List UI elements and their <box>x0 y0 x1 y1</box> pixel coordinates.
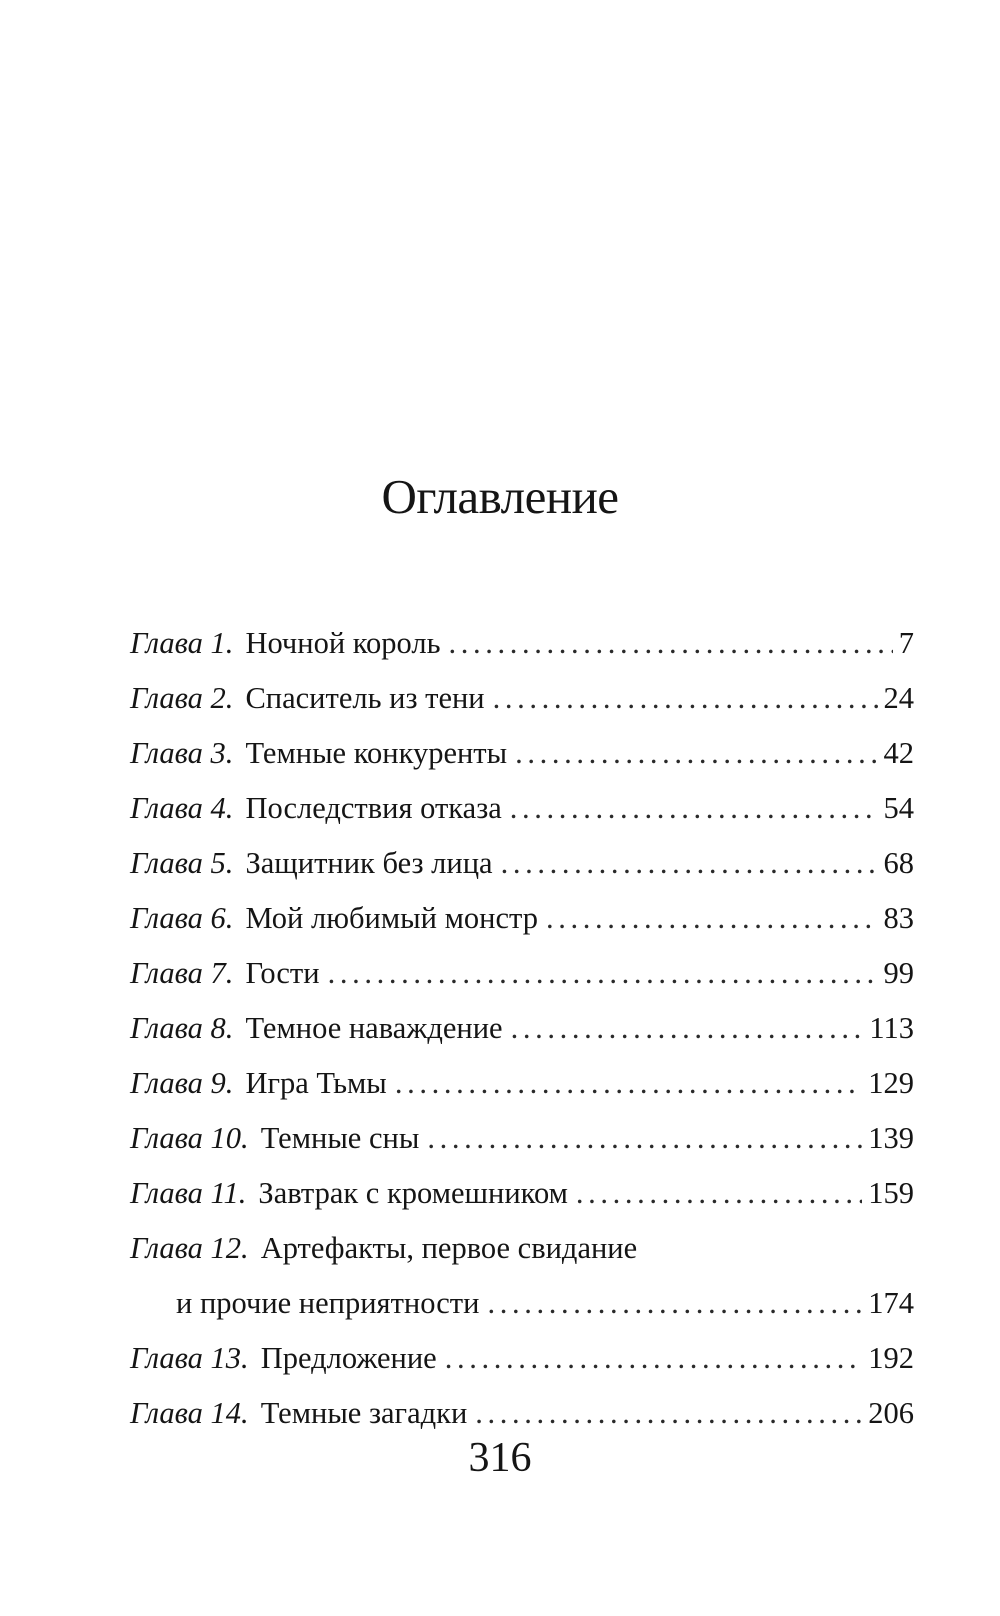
chapter-label: Глава 5. <box>130 846 234 880</box>
dot-leader <box>395 1056 862 1111</box>
chapter-title: Предложение <box>260 1341 437 1375</box>
chapter-page-number: 113 <box>869 1011 914 1045</box>
chapter-page-number: 42 <box>883 736 914 770</box>
chapter-label: Глава 2. <box>130 681 234 715</box>
chapter-label: Глава 3. <box>130 736 234 770</box>
dot-leader <box>445 1331 863 1386</box>
dot-leader <box>576 1166 862 1221</box>
chapter-page-number: 83 <box>883 901 914 935</box>
chapter-title: Артефакты, первое свидание <box>260 1231 638 1265</box>
dot-leader <box>511 1001 864 1056</box>
chapter-page-number: 192 <box>868 1341 914 1375</box>
toc-entry-10[interactable] <box>130 1111 914 1166</box>
dot-leader <box>493 671 878 726</box>
chapter-page-number: 129 <box>868 1066 914 1100</box>
chapter-title: Темные конкуренты <box>245 736 508 770</box>
chapter-title: Ночной король <box>245 626 441 660</box>
chapter-label: Глава 9. <box>130 1066 234 1100</box>
dot-leader <box>515 726 877 781</box>
chapter-label: Глава 8. <box>130 1011 234 1045</box>
chapter-page-number: 24 <box>883 681 914 715</box>
toc-entry-8[interactable] <box>130 1001 914 1056</box>
chapter-label: Глава 6. <box>130 901 234 935</box>
toc-entry-4[interactable] <box>130 781 914 836</box>
toc-entry-11[interactable] <box>130 1166 914 1221</box>
chapter-page-number: 174 <box>868 1286 914 1320</box>
toc-entry-1[interactable] <box>130 616 914 671</box>
toc-entry-7[interactable] <box>130 946 914 1001</box>
toc-entry-5[interactable] <box>130 836 914 891</box>
toc-entry-13[interactable] <box>130 1331 914 1386</box>
chapter-page-number: 68 <box>883 846 914 880</box>
dot-leader <box>328 946 878 1001</box>
chapter-page-number: 99 <box>883 956 914 990</box>
dot-leader <box>501 836 878 891</box>
toc-entry-3[interactable] <box>130 726 914 781</box>
chapter-label: Глава 10. <box>130 1121 249 1155</box>
chapter-page-number: 54 <box>883 791 914 825</box>
chapter-label: Глава 11. <box>130 1176 247 1210</box>
page-number: 316 <box>468 1435 532 1481</box>
chapter-label: Глава 12. <box>130 1231 249 1265</box>
chapter-title: Гости <box>245 956 320 990</box>
chapter-label: Глава 14. <box>130 1396 249 1430</box>
chapter-page-number: 159 <box>868 1176 914 1210</box>
page-title: Оглавление <box>381 469 619 524</box>
chapter-title-continued: и прочие неприятности <box>176 1286 480 1320</box>
toc-entry-12[interactable] <box>130 1221 914 1276</box>
toc-entry-2[interactable] <box>130 671 914 726</box>
chapter-title: Игра Тьмы <box>245 1066 387 1100</box>
dot-leader <box>510 781 878 836</box>
chapter-title: Темное наваждение <box>245 1011 503 1045</box>
chapter-title: Спаситель из тени <box>245 681 485 715</box>
chapter-title: Мой любимый монстр <box>245 901 538 935</box>
chapter-title: Темные загадки <box>260 1396 468 1430</box>
chapter-label: Глава 13. <box>130 1341 249 1375</box>
chapter-label: Глава 7. <box>130 956 234 990</box>
table-of-contents <box>130 616 914 1441</box>
chapter-title: Темные сны <box>260 1121 420 1155</box>
toc-entry-9[interactable] <box>130 1056 914 1111</box>
chapter-page-number: 206 <box>868 1396 914 1430</box>
dot-leader <box>487 1276 862 1331</box>
toc-entry-12-continued[interactable] <box>130 1276 914 1331</box>
chapter-label: Глава 1. <box>130 626 234 660</box>
chapter-title: Последствия отказа <box>245 791 502 825</box>
dot-leader <box>427 1111 862 1166</box>
chapter-page-number: 139 <box>868 1121 914 1155</box>
chapter-label: Глава 4. <box>130 791 234 825</box>
chapter-title: Защитник без лица <box>245 846 493 880</box>
dot-leader <box>546 891 878 946</box>
chapter-page-number: 7 <box>898 626 914 660</box>
dot-leader <box>449 616 893 671</box>
chapter-title: Завтрак с кромешником <box>258 1176 568 1210</box>
toc-entry-6[interactable] <box>130 891 914 946</box>
